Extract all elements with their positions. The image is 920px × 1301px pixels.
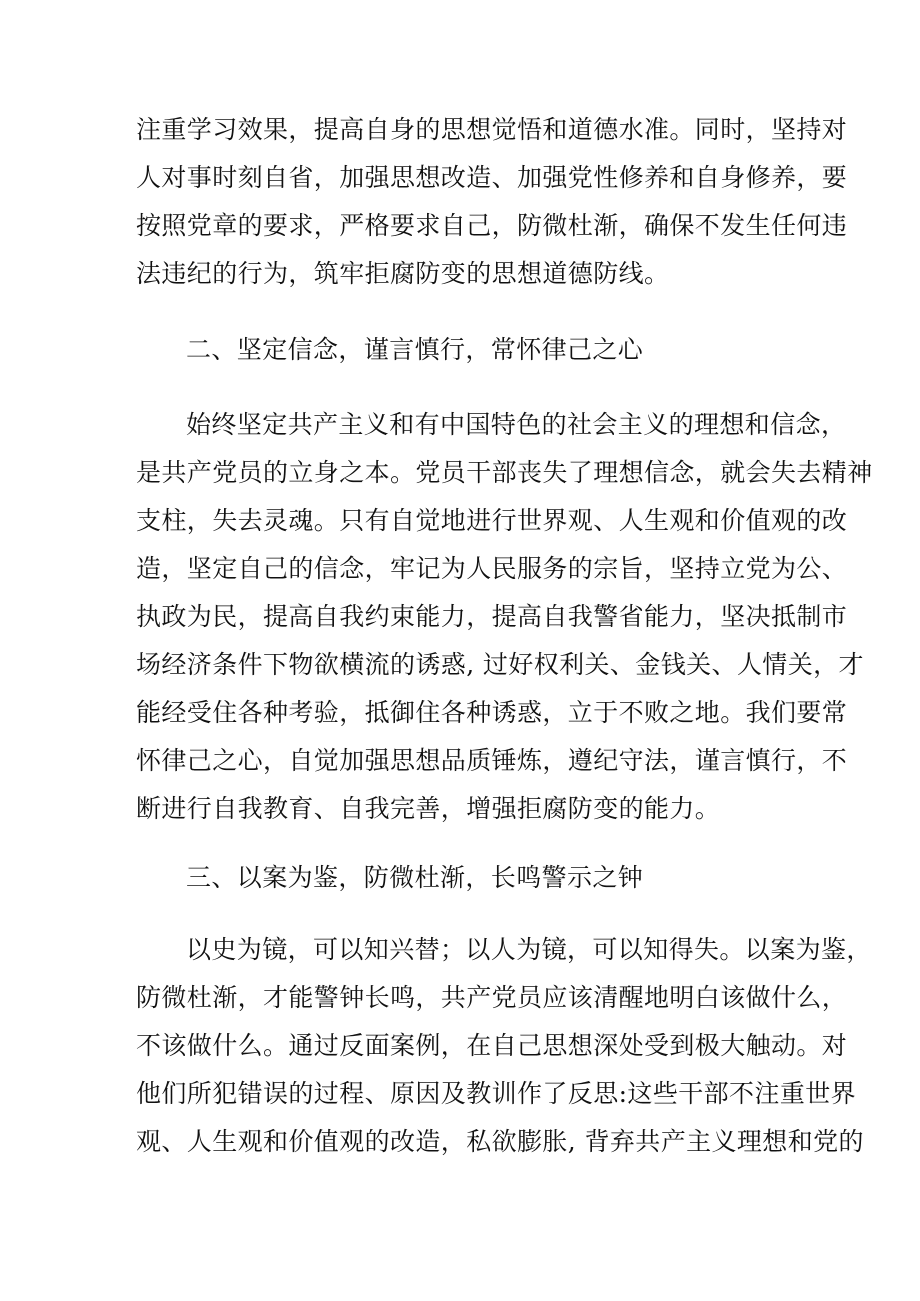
paragraph-2-line-9: 断进行自我教育、自我完善，增强拒腐防变的能力。 — [136, 794, 721, 823]
paragraph-2-line-8: 怀律己之心，自觉加强思想品质锤炼，遵纪守法，谨言慎行，不 — [136, 746, 848, 775]
paragraph-3-line-4: 他们所犯错误的过程、原因及教训作了反思:这些干部不注重世界 — [136, 1079, 857, 1108]
paragraph-3-line-3: 不该做什么。通过反面案例，在自己思想深处受到极大触动。对 — [136, 1031, 848, 1060]
section-heading-2: 二、坚定信念，谨言慎行，常怀律己之心 — [186, 335, 644, 364]
paragraph-2-line-3: 支柱，失去灵魂。只有自觉地进行世界观、人生观和价值观的改 — [136, 506, 848, 535]
paragraph-2-line-2: 是共产党员的立身之本。党员干部丧失了理想信念，就会失去精神 — [136, 458, 873, 487]
paragraph-1-line-1: 注重学习效果，提高自身的思想觉悟和道德水准。同时，坚持对 — [136, 115, 848, 144]
paragraph-1-line-2: 人对事时刻自省，加强思想改造、加强党性修养和自身修养，要 — [136, 163, 848, 192]
paragraph-1-line-4: 法违纪的行为，筑牢拒腐防变的思想道德防线。 — [136, 259, 670, 288]
paragraph-3-line-2: 防微杜渐，才能警钟长鸣，共产党员应该清醒地明白该做什么， — [136, 983, 848, 1012]
paragraph-2-line-4: 造，坚定自己的信念，牢记为人民服务的宗旨，坚持立党为公、 — [136, 554, 848, 583]
paragraph-3-line-5: 观、人生观和价值观的改造，私欲膨胀, 背弃共产主义理想和党的 — [136, 1127, 864, 1156]
paragraph-3-line-1: 以史为镜，可以知兴替；以人为镜，可以知得失。以案为鉴， — [186, 935, 872, 964]
paragraph-2-line-5: 执政为民，提高自我约束能力，提高自我警省能力，坚决抵制市 — [136, 602, 848, 631]
paragraph-2-line-6: 场经济条件下物欲横流的诱惑, 过好权利关、金钱关、人情关，才 — [136, 650, 864, 679]
paragraph-2-line-1: 始终坚定共产主义和有中国特色的社会主义的理想和信念， — [186, 410, 847, 439]
paragraph-1-line-3: 按照党章的要求，严格要求自己，防微杜渐，确保不发生任何违 — [136, 211, 848, 240]
section-heading-3: 三、以案为鉴，防微杜渐，长鸣警示之钟 — [186, 863, 644, 892]
paragraph-2-line-7: 能经受住各种考验，抵御住各种诱惑，立于不败之地。我们要常 — [136, 698, 848, 727]
